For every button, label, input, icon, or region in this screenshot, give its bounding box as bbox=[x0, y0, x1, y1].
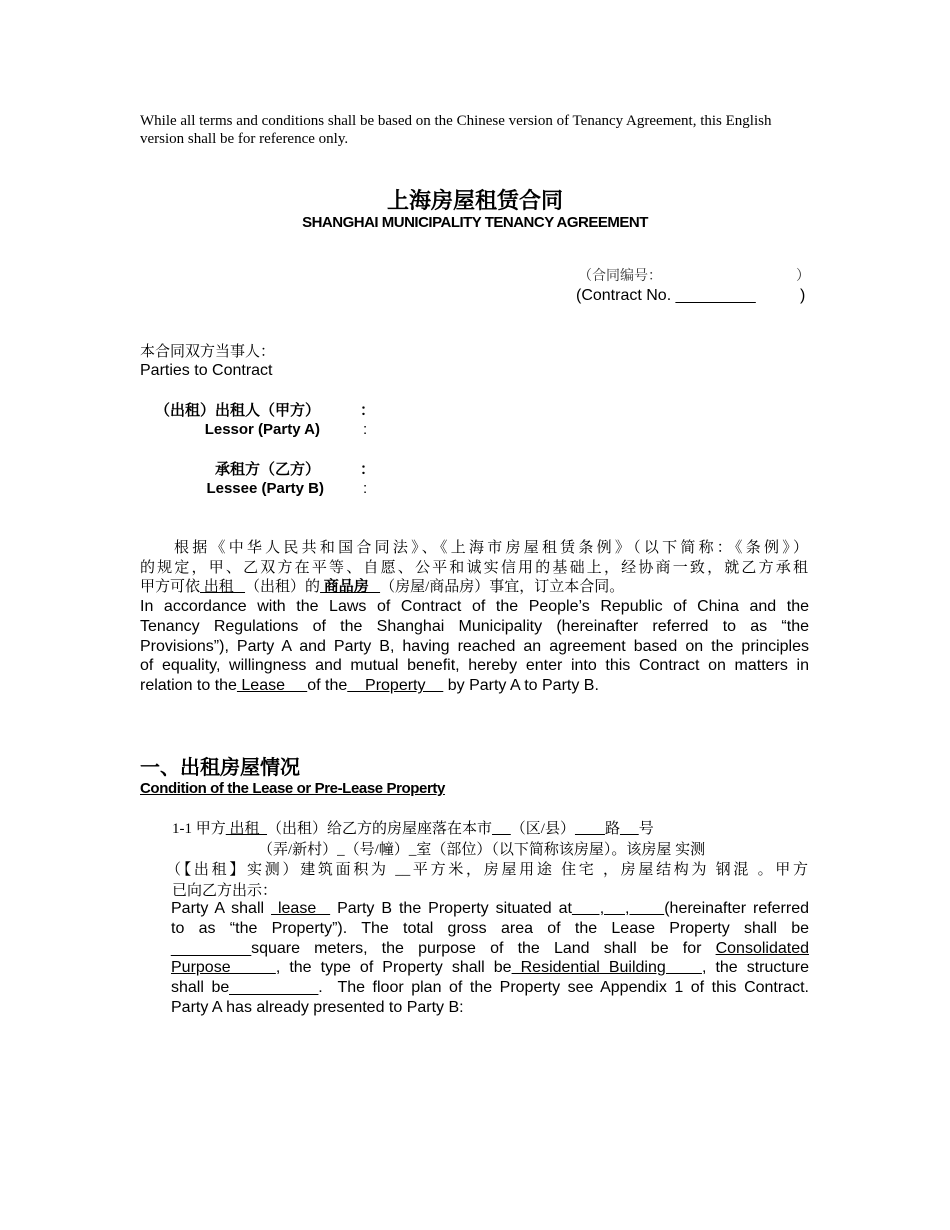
lessee-colon-cn: ： bbox=[360, 462, 376, 478]
clause-1-1-en bbox=[171, 899, 809, 1018]
preamble-en-line-5: relation to the Lease of the Property by Party A to Party B. bbox=[140, 677, 599, 695]
section-1-heading-cn: 一、出租房屋情况 bbox=[140, 757, 300, 779]
lease-type-field: 出租 bbox=[200, 579, 246, 595]
title-en: SHANGHAI MUNICIPALITY TENANCY AGREEMENT bbox=[302, 214, 648, 231]
preamble-en-line-4: of equality, willingness and mutual benefit, hereby enter into this Contract on matters in bbox=[140, 657, 809, 675]
parties-heading-en: Parties to Contract bbox=[140, 362, 273, 379]
preamble-en-line-2: Tenancy Regulations of the Shanghai Municipality (hereinafter referred to as “the bbox=[140, 617, 809, 635]
property-type-field: 商品房 bbox=[320, 579, 381, 595]
disclaimer bbox=[140, 112, 820, 148]
preamble-cn-line-3: 甲方可依 出租 （出租）的 商品房 （房屋/商品房）事宜，订立本合同。 bbox=[140, 579, 625, 595]
clause-1-1-en-line-5: shall be__________. The floor plan of the Property see Appendix 1 of this Contract. bbox=[171, 979, 809, 997]
clause-1-1-en-line-3: _________square meters, the purpose of the Land shall be for Consolidated bbox=[171, 939, 809, 957]
contract-no-en-close: ) bbox=[800, 287, 806, 304]
contract-no-en: (Contract No. _________ bbox=[576, 287, 756, 304]
clause-1-1-en-line-4: Purpose , the type of Property shall be Residential Building , the structure bbox=[171, 959, 809, 977]
contract-no-cn bbox=[578, 268, 662, 286]
title-cn: 上海房屋租赁合同 bbox=[386, 188, 563, 213]
clause-1-1-en-line-1: Party A shall lease Party B the Property situated at , , (hereinafter referred bbox=[171, 900, 810, 917]
clause-1-1-cn-line-1: 1-1 甲方 出租 （出租）给乙方的房屋座落在本市 （区/县） 路 号 bbox=[172, 821, 654, 837]
parties-heading-cn: 本合同双方当事人： bbox=[140, 344, 276, 360]
lessor-colon-cn: ： bbox=[360, 403, 376, 419]
contract-no-cn-label: （合同编号： bbox=[578, 269, 662, 284]
disclaimer-line-2: version shall be for reference only. bbox=[140, 131, 349, 147]
preamble-cn-line-2: 的规定，甲、乙双方在平等、自愿、公平和诚实信用的基础上，经协商一致，就乙方承租 bbox=[140, 559, 808, 576]
section-1-heading-en: Condition of the Lease or Pre-Lease Property bbox=[140, 780, 445, 797]
clause-1-1-cn-line-4: 已向乙方出示： bbox=[172, 882, 278, 899]
lessee-label-en: Lessee (Party B) bbox=[206, 480, 324, 497]
preamble-en-line-1: In accordance with the Laws of Contract of the People’s Republic of China and the bbox=[140, 598, 809, 615]
preamble-en bbox=[140, 597, 809, 696]
lessee-label-cn: 承租方（乙方） bbox=[214, 462, 320, 478]
clause-1-1-cn bbox=[166, 819, 808, 901]
preamble-cn-line-1: 根据《中华人民共和国合同法》、《上海市房屋租赁条例》（以下简称：《条例》） bbox=[174, 540, 808, 556]
lessor-colon-en: : bbox=[363, 421, 368, 438]
lessor-label-cn: （出租）出租人（甲方） bbox=[154, 403, 320, 419]
preamble-cn bbox=[140, 539, 808, 598]
contract-no-cn-close: ） bbox=[796, 269, 810, 284]
clause-1-1-cn-line-2: （弄/新村）_（号/幢）_室（部位）（以下简称该房屋）。该房屋 实测 bbox=[258, 841, 706, 858]
disclaimer-line-1: While all terms and conditions shall be based on the Chinese version of Tenancy Agreement, this English bbox=[140, 113, 772, 129]
preamble-en-line-3: Provisions”), Party A and Party B, having reached an agreement based on the principles bbox=[140, 637, 809, 655]
clause-1-1-en-line-2: to as “the Property”). The total gross area of the Lease Property shall be bbox=[171, 919, 809, 937]
lessor-label-en: Lessor (Party A) bbox=[204, 421, 320, 438]
lessee-colon-en: : bbox=[363, 480, 368, 497]
clause-1-1-en-line-6: Party A has already presented to Party B: bbox=[171, 998, 464, 1016]
clause-1-1-cn-line-3: （【出租】实测）建筑面积为 __平方米，房屋用途 住宅 ，房屋结构为 钢混 。甲方 bbox=[166, 862, 808, 878]
